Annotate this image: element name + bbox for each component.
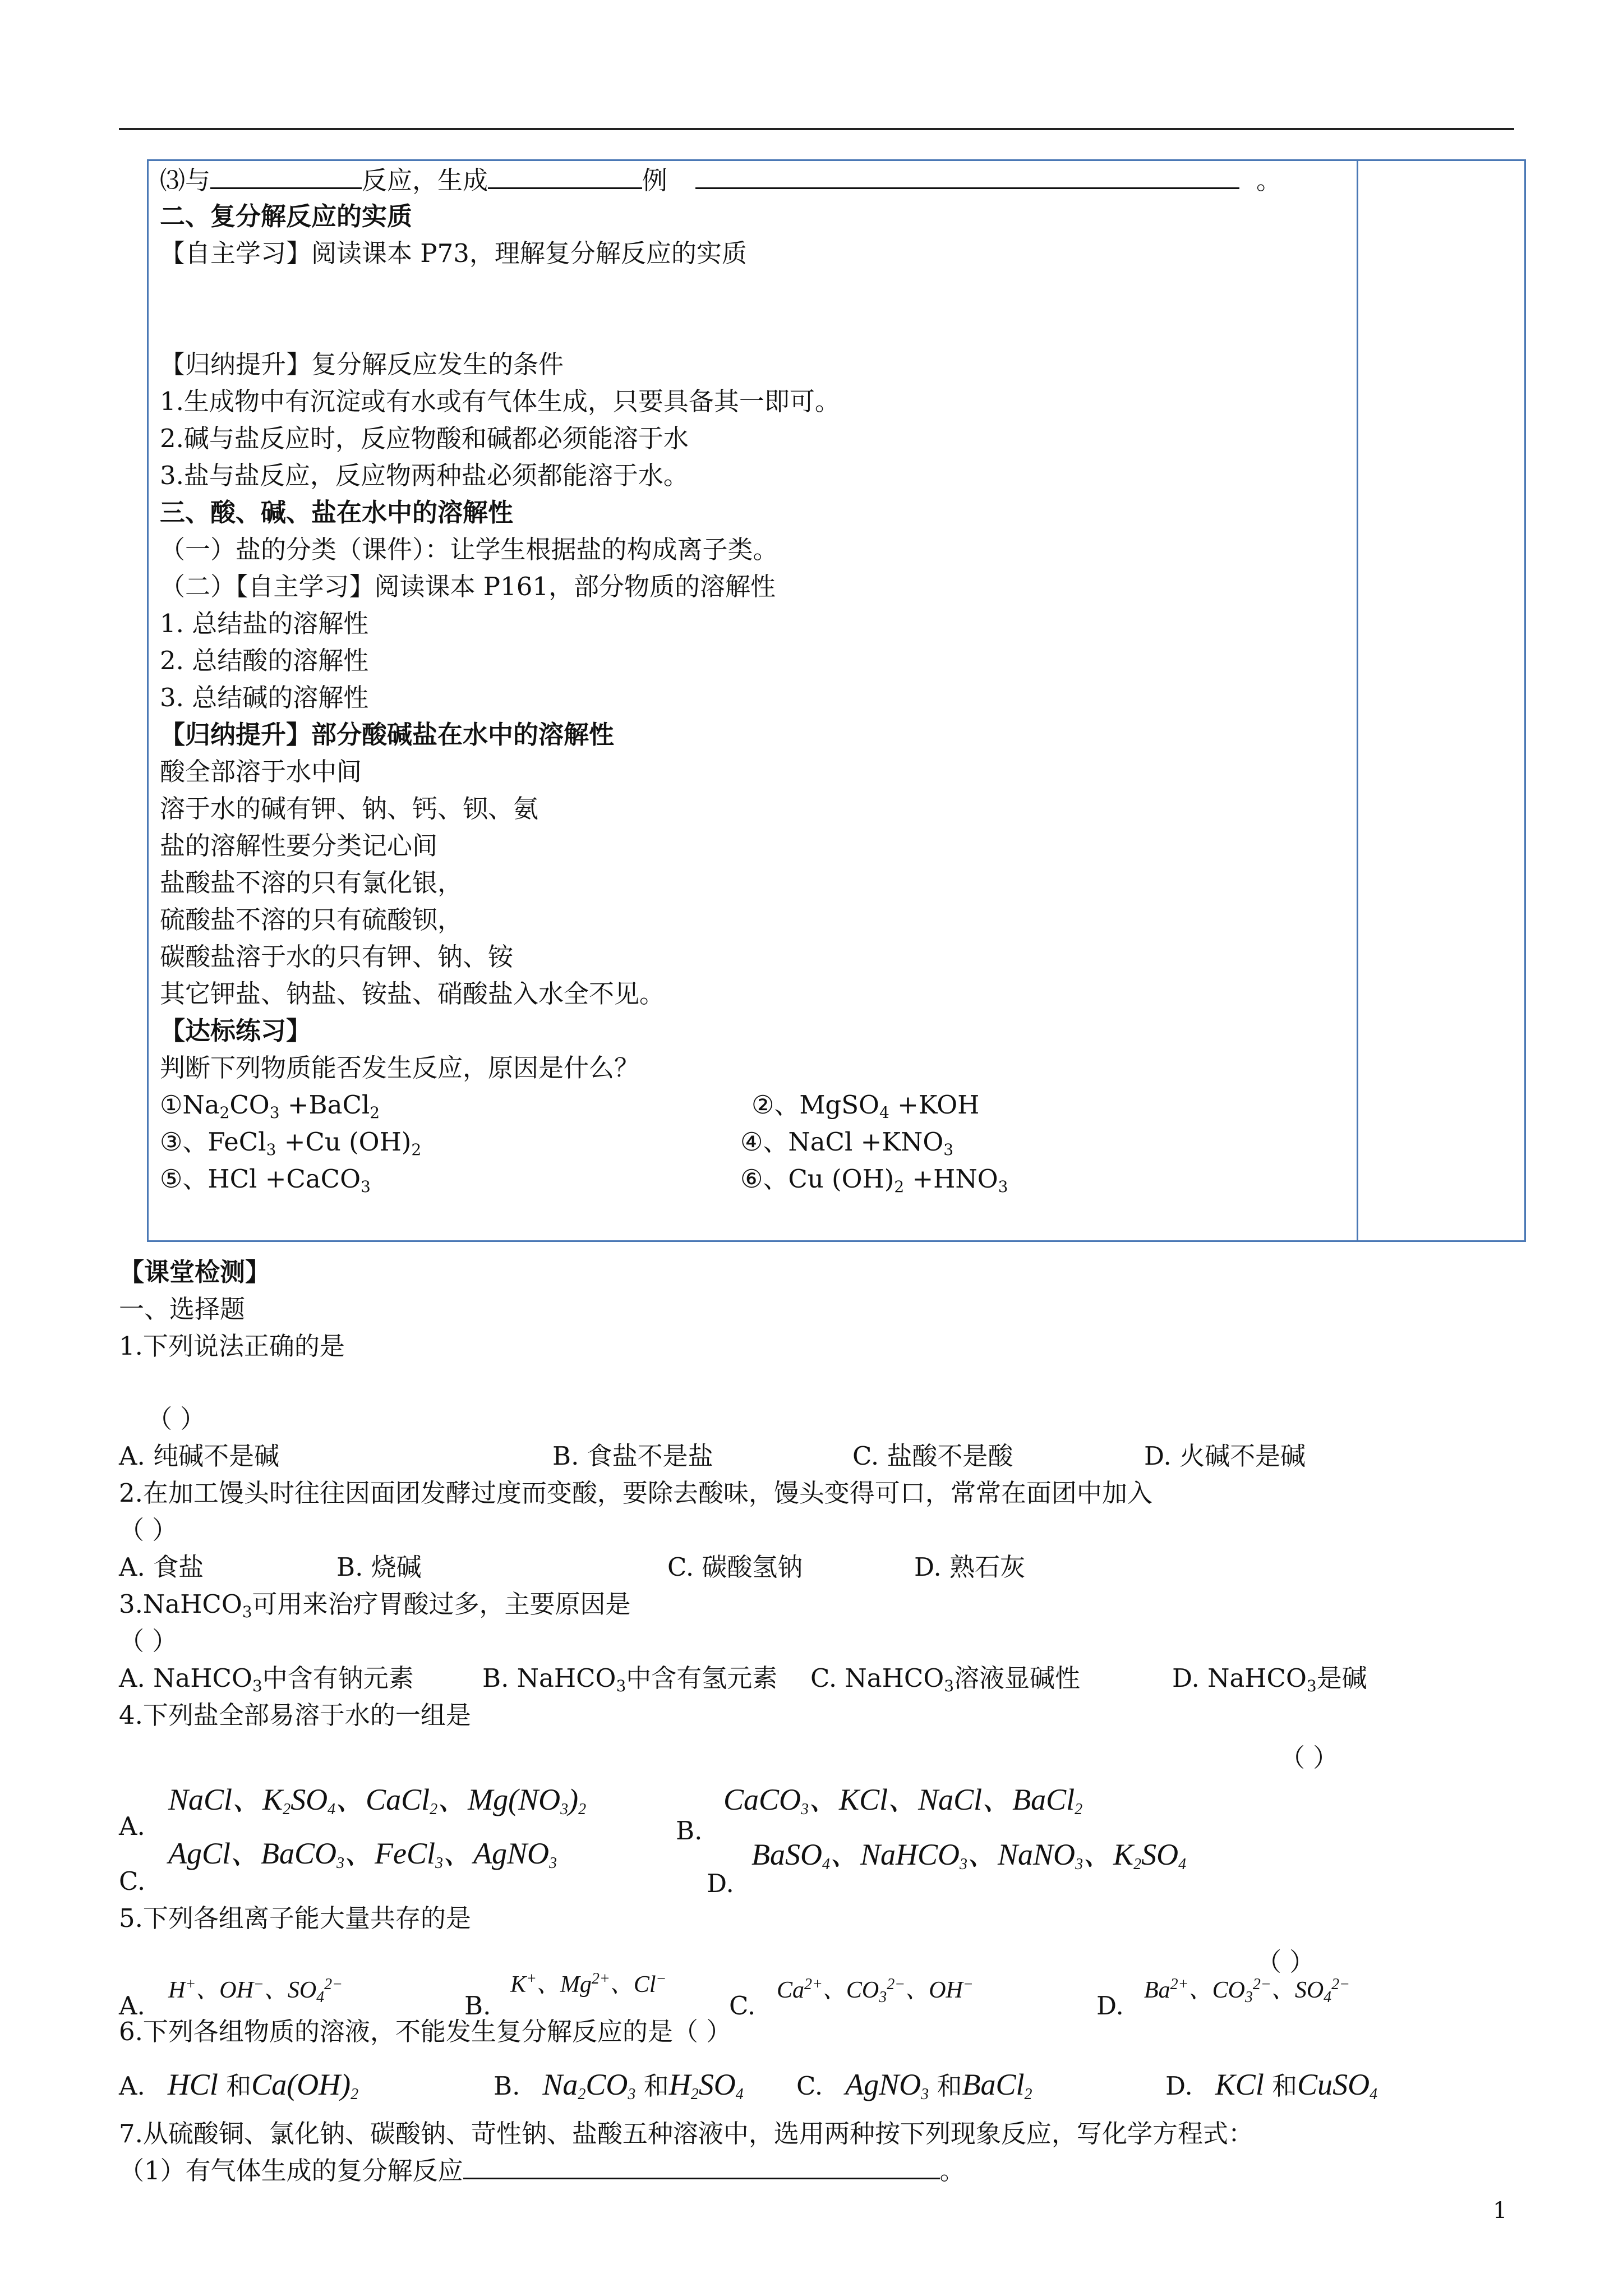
q3-option-b: B. NaHCO$_3$中含有氢元素 bbox=[482, 1663, 778, 1695]
q4-paren: （ ） bbox=[1280, 1743, 1339, 1773]
q6-option-a: A. HCl 和$Ca(OH)_2$ bbox=[119, 2068, 359, 2103]
q5-option-b: B. bbox=[464, 1991, 491, 2021]
q1-option-a: A. 纯碱不是碱 bbox=[119, 1441, 280, 1471]
q4-stem: 4.下列盐全部易溶于水的一组是 bbox=[119, 1700, 471, 1730]
q4-formula-c: AgCl、BaCO$_3$、FeCl$_3$、AgNO$_3$ bbox=[168, 1837, 557, 1872]
q4-option-b: B. bbox=[676, 1816, 703, 1846]
reaction-6: ⑥、Cu $(OH)_2 +HNO_3$ bbox=[740, 1164, 1008, 1196]
solubility-line: 溶于水的碱有钾、钠、钙、钡、氨 bbox=[160, 794, 539, 823]
q3-option-c: C. NaHCO$_3$溶液显碱性 bbox=[810, 1663, 1081, 1695]
check-title: 【课堂检测】 bbox=[119, 1257, 271, 1287]
q6-stem: 6.下列各组物质的溶液，不能发生复分解反应的是（ ） bbox=[119, 2017, 732, 2046]
q5-paren: （ ） bbox=[1256, 1947, 1315, 1977]
summary-item-1: 1. 总结盐的溶解性 bbox=[160, 609, 369, 638]
header-rule bbox=[119, 128, 1514, 130]
content-table-side-cell bbox=[1357, 159, 1526, 1242]
summary-item-3: 3. 总结碱的溶解性 bbox=[160, 683, 369, 712]
practice-question: 判断下列物质能否发生反应，原因是什么？ bbox=[160, 1053, 640, 1083]
q4-formula-d: BaSO$_4$、NaHCO$_3$、NaNO$_3$、$K_2SO_4$ bbox=[751, 1838, 1187, 1873]
solubility-line: 其它钾盐、钠盐、铵盐、硝酸盐入水全不见。 bbox=[160, 979, 665, 1009]
solubility-line: 盐的溶解性要分类记心间 bbox=[160, 831, 438, 861]
condition-2: 2.碱与盐反应时，反应物酸和碱都必须能溶于水 bbox=[160, 424, 689, 453]
solubility-title: 【归纳提升】部分酸碱盐在水中的溶解性 bbox=[160, 720, 615, 749]
self-study-3: （二）【自主学习】阅读课本 P161，部分物质的溶解性 bbox=[160, 572, 776, 601]
section-3-title: 三、酸、碱、盐在水中的溶解性 bbox=[160, 498, 514, 527]
q5-ions-a: H+、OH−、$SO_4^{2-}$ bbox=[168, 1976, 343, 2006]
q2-option-a: A. 食盐 bbox=[119, 1552, 204, 1582]
blank-line-3: ⑶与 反应，生成 例 。 bbox=[160, 165, 1282, 195]
q1-option-c: C. 盐酸不是酸 bbox=[852, 1441, 1013, 1471]
q5-stem: 5.下列各组离子能大量共存的是 bbox=[119, 1903, 471, 1933]
q3-option-d: D. NaHCO$_3$是碱 bbox=[1172, 1663, 1367, 1695]
section-2-title: 二、复分解反应的实质 bbox=[160, 201, 413, 231]
q5-ions-c: $Ca^{2+}$、$CO_3^{2-}$、OH− bbox=[777, 1976, 974, 2006]
condition-1: 1.生成物中有沉淀或有水或有气体生成，只要具备其一即可。 bbox=[160, 386, 840, 416]
q6-option-d: D. KCl 和CuSO$_4$ bbox=[1165, 2068, 1378, 2103]
conditions-title: 【归纳提升】复分解反应发生的条件 bbox=[160, 349, 564, 379]
reaction-5: ⑤、HCl +CaCO$_3$ bbox=[160, 1164, 371, 1196]
q5-ions-d: $Ba^{2+}$、$CO_3^{2-}$、$SO_4^{2-}$ bbox=[1144, 1976, 1350, 2006]
condition-3: 3.盐与盐反应，反应物两种盐必须都能溶于水。 bbox=[160, 461, 689, 490]
q4-formula-a: NaCl、$K_2SO_4$、CaCl$_2$、$Mg(NO_3)_2$ bbox=[168, 1783, 587, 1818]
solubility-line: 酸全部溶于水中间 bbox=[160, 757, 362, 786]
q7-sub-1: （1）有气体生成的复分解反应 。 bbox=[119, 2156, 965, 2185]
solubility-line: 硫酸盐不溶的只有硫酸钡， bbox=[160, 905, 463, 935]
salt-classification: （一）盐的分类（课件）：让学生根据盐的构成离子类。 bbox=[160, 535, 778, 564]
page-number: 1 bbox=[1493, 2198, 1507, 2224]
q3-paren: （ ） bbox=[119, 1626, 178, 1656]
summary-item-2: 2. 总结酸的溶解性 bbox=[160, 646, 369, 675]
q4-option-a: A. bbox=[119, 1811, 145, 1841]
reaction-1: $①Na_2CO_3$ +BaCl$_2$ bbox=[160, 1090, 380, 1122]
self-study-2: 【自主学习】阅读课本 P73，理解复分解反应的实质 bbox=[160, 238, 747, 268]
q6-option-c: C. AgNO$_3$ 和BaCl$_2$ bbox=[796, 2068, 1032, 2103]
reaction-2: ②、MgSO$_4$ +KOH bbox=[751, 1090, 980, 1122]
solubility-line: 盐酸盐不溶的只有氯化银， bbox=[160, 868, 463, 898]
q4-option-d: D. bbox=[707, 1869, 734, 1898]
q5-option-c: C. bbox=[729, 1991, 756, 2021]
q2-paren: （ ） bbox=[119, 1515, 178, 1545]
q7-stem: 7.从硫酸铜、氯化钠、碳酸钠、苛性钠、盐酸五种溶液中，选用两种按下列现象反应，写化学方程式： bbox=[119, 2119, 1253, 2148]
practice-title: 【达标练习】 bbox=[160, 1016, 312, 1046]
q2-option-c: C. 碳酸氢钠 bbox=[667, 1552, 803, 1582]
q1-stem: 1.下列说法正确的是 bbox=[119, 1331, 345, 1361]
reaction-4: ④、NaCl $+KNO_3$ bbox=[740, 1127, 954, 1159]
reaction-3: ③、FeCl$_3$ +Cu $(OH)_2$ bbox=[160, 1127, 422, 1159]
q1-paren: （ ） bbox=[147, 1404, 206, 1434]
q1-option-b: B. 食盐不是盐 bbox=[552, 1441, 713, 1471]
q2-option-b: B. 烧碱 bbox=[336, 1552, 422, 1582]
q6-option-b: B. $Na_2CO_3$ 和$H_2SO_4$ bbox=[494, 2068, 744, 2103]
solubility-line: 碳酸盐溶于水的只有钾、钠、铵 bbox=[160, 942, 514, 972]
q3-stem: 3.NaHCO$_3$可用来治疗胃酸过多，主要原因是 bbox=[119, 1589, 631, 1621]
q5-ions-b: K+、$Mg^{2+}$、Cl− bbox=[510, 1970, 667, 1998]
q2-stem: 2.在加工馒头时往往因面团发酵过度而变酸，要除去酸味，馒头变得可口，常常在面团中加入 bbox=[119, 1478, 1152, 1508]
q5-option-a: A. bbox=[119, 1991, 145, 2021]
part-title: 一、选择题 bbox=[119, 1294, 246, 1324]
q4-option-c: C. bbox=[119, 1866, 146, 1896]
q2-option-d: D. 熟石灰 bbox=[914, 1552, 1026, 1582]
q3-option-a: A. NaHCO$_3$中含有钠元素 bbox=[119, 1663, 414, 1695]
q5-option-d: D. bbox=[1096, 1991, 1124, 2021]
q1-option-d: D. 火碱不是碱 bbox=[1144, 1441, 1306, 1471]
q4-formula-b: CaCO$_3$、KCl、NaCl、BaCl$_2$ bbox=[723, 1783, 1083, 1818]
